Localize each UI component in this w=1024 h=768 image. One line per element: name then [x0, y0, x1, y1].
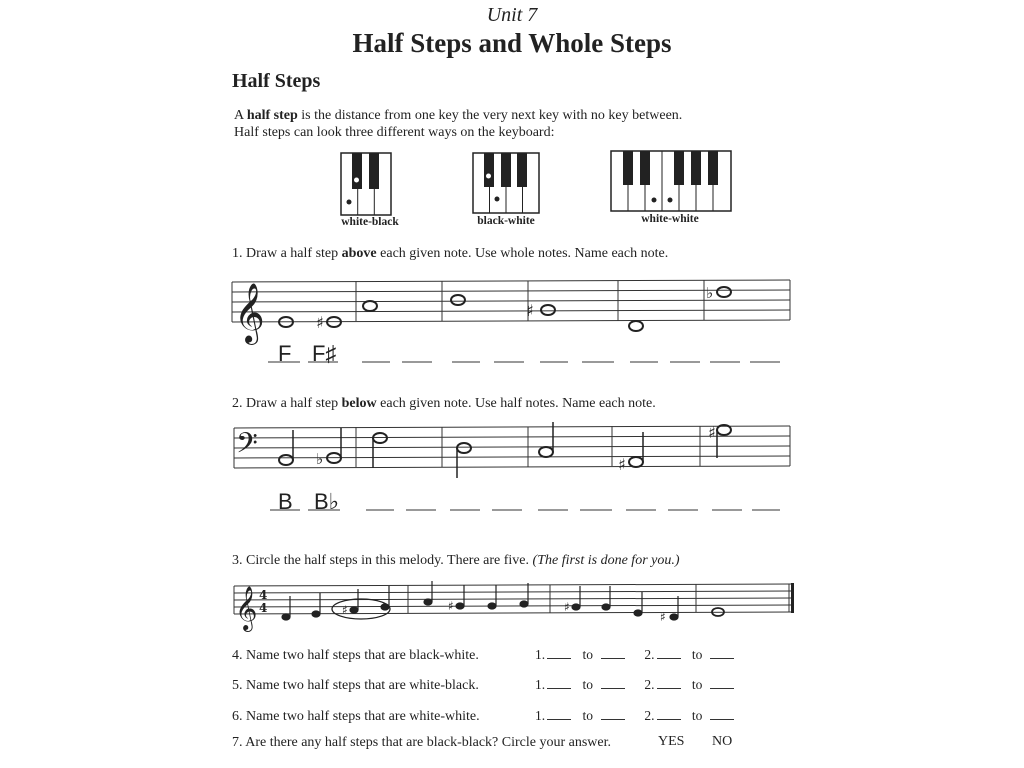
- answer-blank[interactable]: [601, 646, 625, 659]
- note-whole: [717, 287, 731, 297]
- key-dot: [495, 197, 500, 202]
- note-whole: [363, 301, 377, 311]
- q2-answer-1: B: [278, 489, 293, 514]
- intro-prefix: A: [234, 108, 244, 123]
- intro-line-1: [234, 108, 682, 124]
- keyboard-white-black: [340, 152, 392, 216]
- note-quarter: [424, 599, 432, 605]
- q2-prefix: 2. Draw a half step: [232, 396, 339, 411]
- q1-bold: above: [341, 246, 377, 261]
- answer-no[interactable]: NO: [712, 734, 733, 749]
- answer-label-2: 2.: [644, 677, 655, 692]
- note-quarter: [602, 604, 610, 610]
- q3-note: (The first is done for you.): [532, 553, 680, 568]
- answer-to: to: [691, 708, 703, 723]
- question-5: 5. Name two half steps that are white-black.: [232, 678, 479, 693]
- q3-text: 3. Circle the half steps in this melody. There are five.: [232, 553, 530, 568]
- flat-icon: ♭: [316, 450, 324, 468]
- answer-blank[interactable]: [601, 707, 625, 720]
- note-quarter: [520, 601, 528, 607]
- q6-answers: [535, 707, 736, 724]
- key-dot: [486, 174, 491, 179]
- keyboard-label-black-white: black-white: [477, 215, 535, 227]
- keyboard-black-white: [472, 152, 540, 214]
- section-heading: Half Steps: [232, 70, 321, 92]
- sharp-icon: ♯: [708, 423, 716, 442]
- q1-answer-1: F: [278, 341, 292, 366]
- sharp-icon: ♯: [342, 603, 348, 617]
- time-signature-bottom: 4: [259, 601, 268, 615]
- q4-answers: [535, 646, 736, 663]
- answer-to: to: [582, 708, 594, 723]
- intro-rest: is the distance from one key the very next key with no key between.: [301, 108, 683, 123]
- note-whole: [629, 321, 643, 331]
- note-half: [279, 455, 293, 465]
- note-quarter: [282, 614, 290, 620]
- key-dot: [347, 200, 352, 205]
- q2-answer-blanks: [270, 508, 782, 512]
- note-quarter: [456, 603, 464, 609]
- note-quarter: [670, 614, 678, 620]
- note-whole: [541, 305, 555, 315]
- q1-answer-blanks: [262, 360, 782, 364]
- staff-melody-3: [228, 576, 800, 632]
- answer-label-1: 1.: [535, 677, 546, 692]
- answer-to: to: [582, 647, 594, 662]
- staff-bass-2: [228, 414, 794, 494]
- question-1: [232, 246, 668, 262]
- q1-prefix: 1. Draw a half step: [232, 246, 339, 261]
- answer-label-2: 2.: [644, 708, 655, 723]
- answer-blank[interactable]: [657, 646, 681, 659]
- answer-label-1: 1.: [535, 708, 546, 723]
- answer-to: to: [582, 677, 594, 692]
- treble-clef-icon: 𝄞: [234, 283, 265, 343]
- sharp-icon: ♯: [564, 600, 570, 614]
- intro-term: half step: [246, 108, 298, 123]
- sharp-icon: ♯: [448, 599, 454, 613]
- note-quarter: [350, 607, 358, 613]
- answer-blank[interactable]: [547, 676, 571, 689]
- answer-blank[interactable]: [657, 707, 681, 720]
- sharp-icon: ♯: [660, 610, 666, 624]
- answer-to: to: [691, 677, 703, 692]
- keyboard-white-white: [610, 150, 732, 212]
- key-dot: [668, 198, 673, 203]
- key-dot: [354, 178, 359, 183]
- keyboard-label-white-white: white-white: [641, 213, 699, 225]
- question-4: 4. Name two half steps that are black-white.: [232, 648, 479, 663]
- question-3: [232, 553, 680, 569]
- note-quarter: [488, 603, 496, 609]
- keyboard-label-white-black: white-black: [341, 216, 399, 228]
- q1-rest: each given note. Use whole notes. Name each note.: [380, 246, 669, 261]
- q5-answers: [535, 676, 736, 693]
- q2-answer-2: B♭: [314, 489, 340, 514]
- sharp-icon: ♯: [316, 313, 324, 332]
- answer-blank[interactable]: [547, 646, 571, 659]
- answer-yes[interactable]: YES: [658, 734, 685, 749]
- note-quarter: [572, 604, 580, 610]
- flat-icon: ♭: [706, 284, 714, 302]
- treble-clef-icon: 𝄞: [235, 586, 258, 630]
- answer-blank[interactable]: [601, 676, 625, 689]
- answer-blank[interactable]: [710, 676, 734, 689]
- answer-to: to: [691, 647, 703, 662]
- q2-rest: each given note. Use half notes. Name each note.: [380, 396, 656, 411]
- answer-label-2: 2.: [644, 647, 655, 662]
- note-whole: [451, 295, 465, 305]
- note-quarter: [634, 610, 642, 616]
- unit-label: Unit 7: [486, 4, 538, 26]
- answer-label-1: 1.: [535, 647, 546, 662]
- answer-blank[interactable]: [657, 676, 681, 689]
- note-half: [539, 447, 553, 457]
- note-half: [373, 433, 387, 443]
- sharp-icon: ♯: [618, 455, 626, 474]
- q1-answer-2: F♯: [312, 341, 337, 366]
- page-title: Half Steps and Whole Steps: [352, 28, 672, 58]
- note-quarter: [312, 611, 320, 617]
- question-6: 6. Name two half steps that are white-white.: [232, 709, 480, 724]
- time-signature-top: 4: [259, 588, 268, 602]
- answer-blank[interactable]: [547, 707, 571, 720]
- note-half: [629, 457, 643, 467]
- answer-blank[interactable]: [710, 707, 734, 720]
- intro-line-2: Half steps can look three different ways on the keyboard:: [234, 125, 555, 140]
- sharp-icon: ♯: [526, 301, 534, 320]
- answer-blank[interactable]: [710, 646, 734, 659]
- q2-bold: below: [341, 396, 377, 411]
- key-dot: [652, 198, 657, 203]
- question-7: 7. Are there any half steps that are black-black? Circle your answer.: [232, 735, 612, 750]
- bass-clef-icon: 𝄢: [236, 427, 258, 467]
- note-half: [457, 443, 471, 453]
- question-2: [232, 396, 656, 412]
- staff-treble-1: [228, 270, 794, 350]
